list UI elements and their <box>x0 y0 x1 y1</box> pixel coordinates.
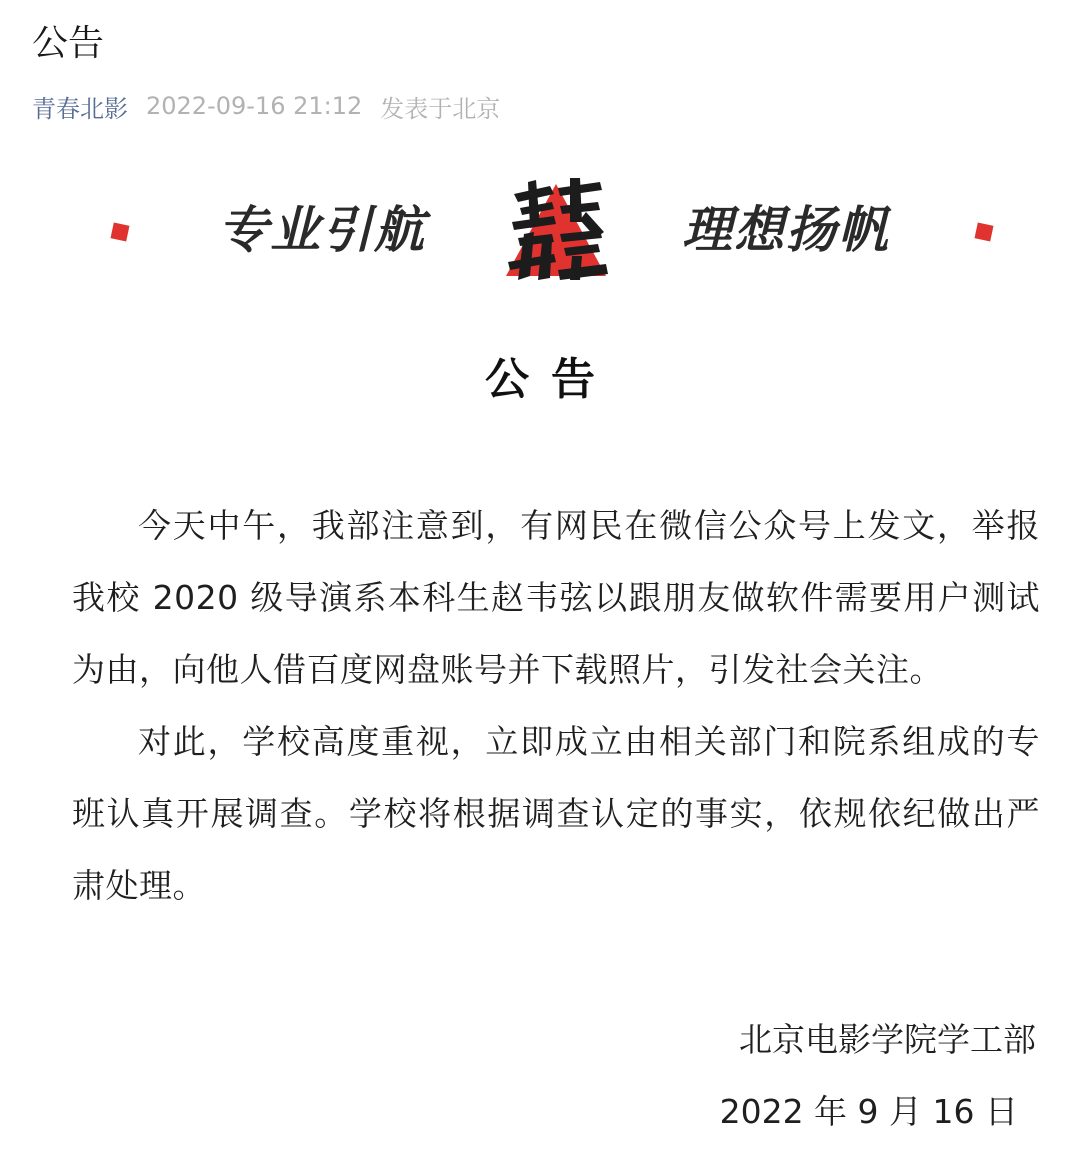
signature-block <box>720 1004 1036 1148</box>
notice-body <box>72 490 1040 922</box>
issuer-name: 北京电影学院学工部 <box>739 1020 1036 1059</box>
right-slogan: 理想扬帆 <box>682 201 890 259</box>
notice-paragraph: 对此，学校高度重视，立即成立由相关部门和院系组成的专班认真开展调查。学校将根据调查认定的事实，依规依纪做出严肃处理。 <box>72 722 1040 905</box>
red-diamond-right-icon <box>975 223 994 242</box>
notice-paragraph: 今天中午，我部注意到，有网民在微信公众号上发文，举报我校 2020 级导演系本科生赵韦弦以跟朋友做软件需要用户测试为由，向他人借百度网盘账号并下载照片，引发社会关注。 <box>72 506 1040 689</box>
youth-logo-icon <box>500 176 612 286</box>
header-banner-image <box>0 170 1080 290</box>
notice-heading: 公告 <box>485 354 617 405</box>
issue-date: 2022 年 9 月 16 日 <box>719 1092 1018 1131</box>
account-name-link[interactable]: 青春北影 <box>32 94 128 123</box>
left-slogan: 专业引航 <box>218 201 426 259</box>
publish-time: 2022-09-16 21:12 <box>146 92 363 120</box>
publish-location: 发表于北京 <box>380 94 501 123</box>
red-diamond-left-icon <box>111 223 130 242</box>
article-title: 公告 <box>32 23 105 64</box>
article-meta <box>32 86 500 126</box>
